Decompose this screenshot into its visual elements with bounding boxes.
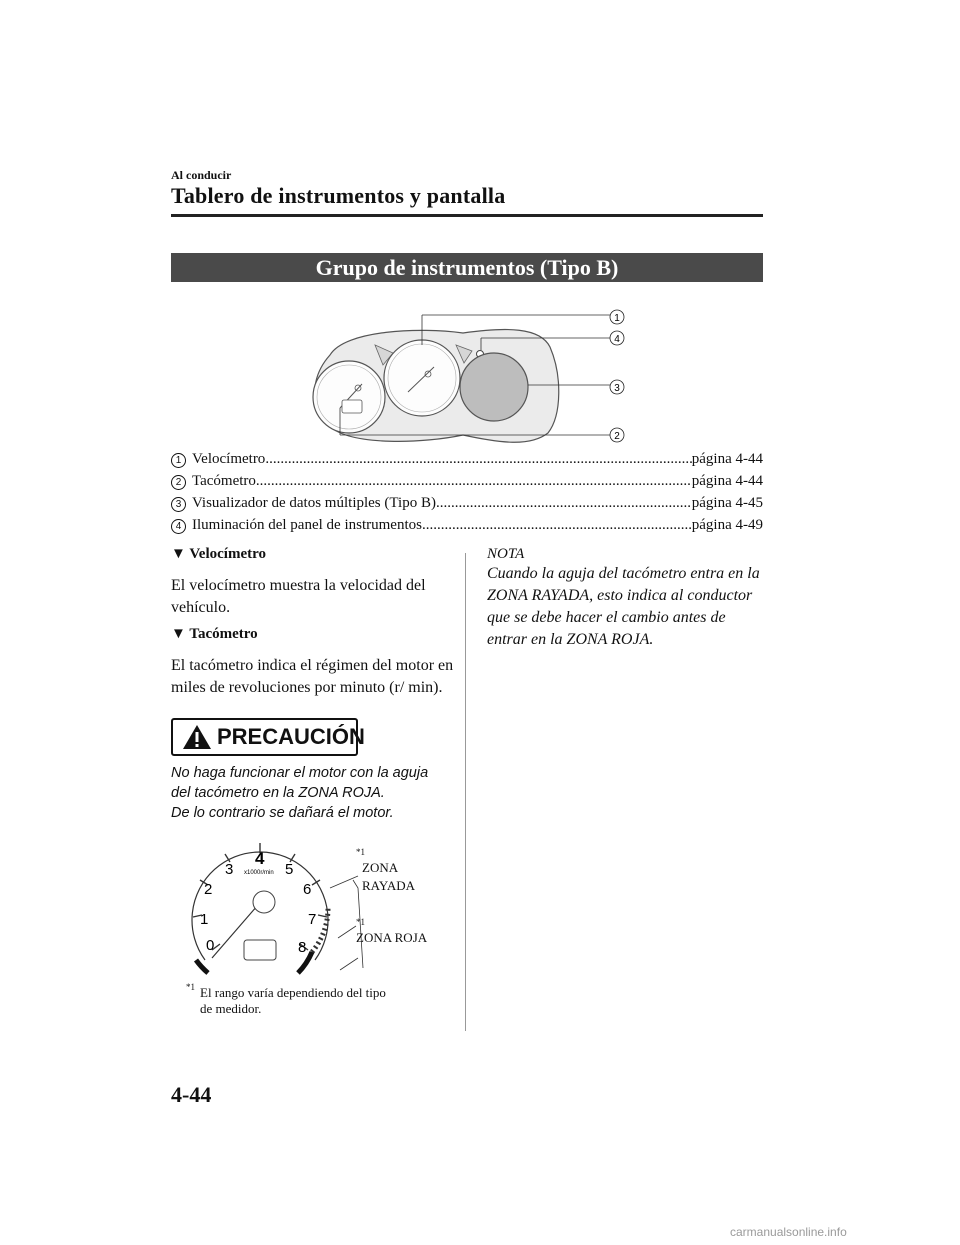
chapter-rule (171, 214, 763, 217)
tick-label-3: 3 (225, 861, 234, 878)
toc-row-multi-display (171, 495, 763, 515)
toc-row-speedometer (171, 451, 763, 471)
column-divider (465, 553, 466, 1031)
toc-dots (436, 495, 692, 512)
toc-label: Velocímetro (192, 451, 266, 467)
toc-label: Iluminación del panel de instrumentos (192, 517, 422, 533)
toc-dots (256, 473, 692, 490)
asterisk-1a: *1 (356, 847, 365, 857)
gauge-unit: x1000r/min (244, 870, 274, 876)
toc-num: 4 (171, 519, 186, 534)
chapter-title: Tablero de instrumentos y pantalla (171, 183, 506, 208)
tick-label-0: 0 (206, 937, 215, 954)
toc-label: Tacómetro (192, 473, 256, 489)
tick-label-6: 6 (303, 881, 312, 898)
toc-dots (422, 517, 692, 534)
callout-3: 3 (614, 383, 620, 394)
precaution-box (171, 718, 365, 756)
zone-red-label: ZONA ROJA (356, 930, 428, 945)
footer-watermark-url: carmanualsonline.info (730, 1225, 847, 1239)
footnote-asterisk: *1 (186, 982, 195, 992)
toc-row-illumination (171, 517, 763, 537)
toc-num: 1 (171, 453, 186, 468)
tick-label-8: 8 (298, 939, 307, 956)
tachometer-gauge (313, 361, 385, 433)
triangle-down-icon: ▼ (171, 626, 186, 642)
caution-line-2: del tacómetro en la ZONA ROJA. (171, 785, 385, 801)
tachometer-heading: ▼ Tacómetro (171, 626, 258, 642)
note-body: Cuando la aguja del tacómetro entra en la ZONA RAYADA, esto indica al conductor que se debe hacer el cambio antes de entrar en la ZONA ROJA. (487, 565, 760, 648)
gauge-display (244, 940, 276, 960)
toc-dots (265, 451, 691, 468)
tick-label-2: 2 (204, 881, 213, 898)
speedometer-text: El velocímetro muestra la velocidad del vehículo. (171, 577, 426, 616)
toc-page: página 4-44 (691, 473, 763, 489)
toc-page: página 4-45 (691, 495, 763, 511)
toc-label: Visualizador de datos múltiples (Tipo B) (192, 495, 436, 511)
tick-label-1: 1 (200, 911, 209, 928)
precaution-label: PRECAUCIÓN (217, 724, 365, 749)
callout-2: 2 (614, 431, 620, 442)
gauge-hub (253, 891, 275, 913)
tick-label-4: 4 (255, 849, 265, 868)
zone-hatched-line1: ZONA (362, 860, 399, 875)
multi-information-display (460, 353, 528, 421)
speedometer-heading: ▼ Velocímetro (171, 546, 266, 562)
caution-line-1: No haga funcionar el motor con la aguja (171, 765, 429, 781)
toc-page: página 4-49 (691, 517, 763, 533)
caution-text (171, 763, 461, 823)
toc-row-tachometer (171, 473, 763, 493)
tick-label-5: 5 (285, 861, 294, 878)
zone-hatched-line2: RAYADA (362, 878, 415, 893)
triangle-down-icon: ▼ (171, 546, 186, 562)
warning-icon (182, 724, 212, 750)
tachometer-text: El tacómetro indica el régimen del motor en miles de revoluciones por minuto (r/ min). (171, 657, 454, 696)
callout-1: 1 (614, 313, 620, 324)
callout-4: 4 (614, 334, 620, 345)
toc-num: 3 (171, 497, 186, 512)
toc-page: página 4-44 (691, 451, 763, 467)
page-number: 4-44 (171, 1082, 212, 1107)
toc-num: 2 (171, 475, 186, 490)
page-title: Grupo de instrumentos (Tipo B) (171, 253, 763, 282)
note-title: NOTA (487, 546, 525, 562)
instrument-cluster-diagram (300, 305, 630, 450)
footnote-line2: de medidor. (200, 1001, 262, 1016)
tick-label-7: 7 (308, 911, 317, 928)
section-label: Al conducir (171, 168, 232, 182)
note-block (487, 546, 767, 651)
caution-line-3: De lo contrario se dañará el motor. (171, 805, 394, 821)
footnote-line1: El rango varía dependiendo del tipo (200, 985, 386, 1000)
asterisk-1b: *1 (356, 917, 365, 927)
